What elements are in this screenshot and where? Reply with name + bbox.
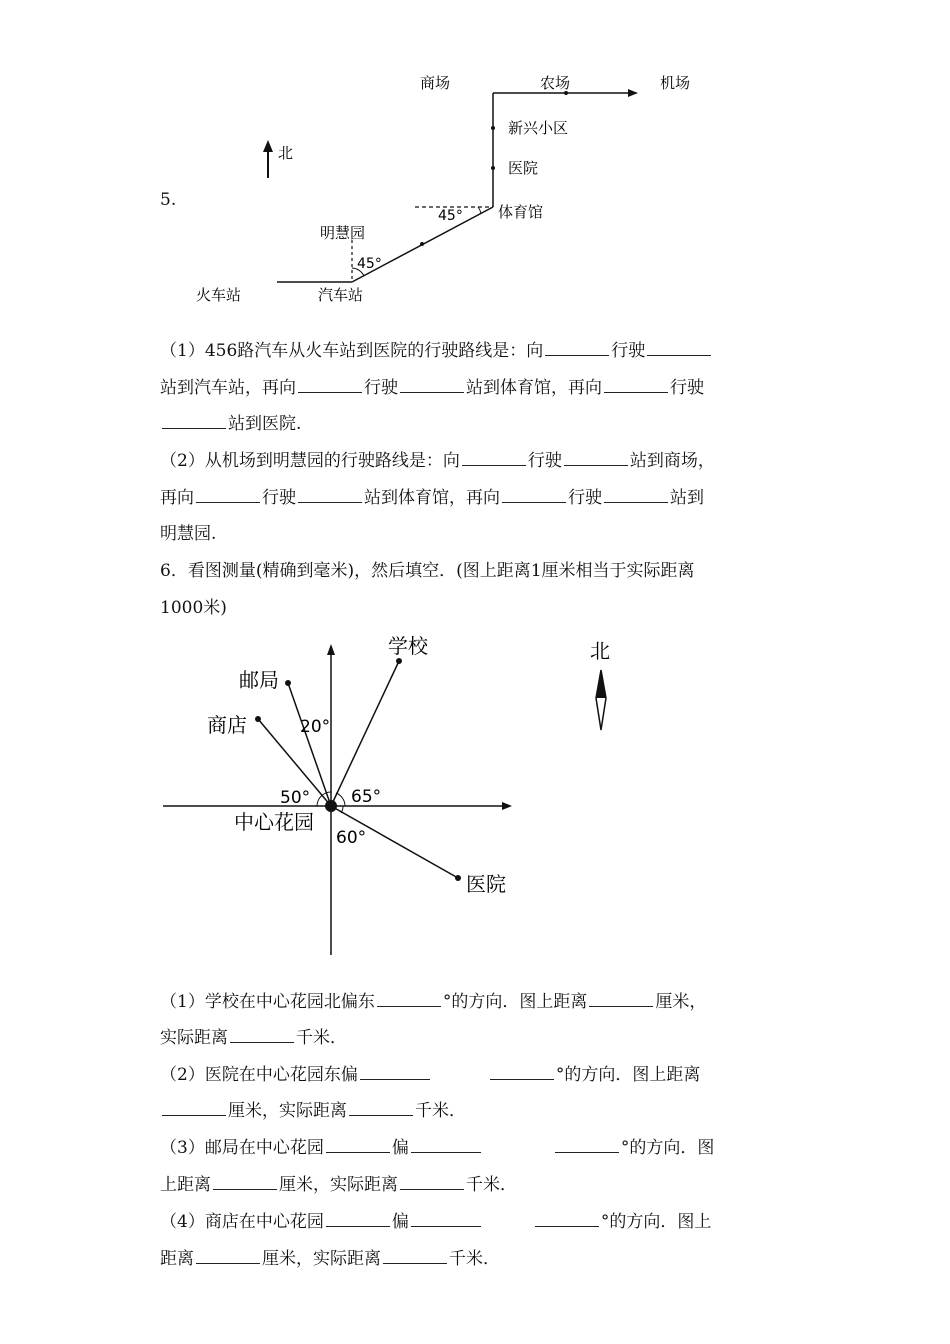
- q5-2-text-h: 站到: [670, 488, 704, 508]
- airport-arrow-icon: [628, 89, 638, 97]
- q5-1-line3: [160, 409, 301, 434]
- q6-4-text-c: °的方向．图上: [600, 1212, 712, 1232]
- blank[interactable]: [411, 1138, 481, 1153]
- label-bus: 汽车站: [318, 286, 364, 304]
- blank[interactable]: [326, 1138, 390, 1153]
- q6-1-text-b: °的方向．图上距离: [442, 992, 588, 1012]
- route-map: [0, 0, 950, 320]
- q5-2-text-c: 站到商场，: [629, 451, 715, 471]
- q6-2-text-a: （2）医院在中心花园东偏: [160, 1065, 358, 1085]
- angle-label-50: 50°: [280, 788, 311, 808]
- q5-1-text-f: 行驶: [670, 378, 704, 398]
- q6-4-line1: [160, 1207, 711, 1232]
- q6-1-text-a: （1）学校在中心花园北偏东: [160, 992, 375, 1012]
- blank[interactable]: [604, 488, 668, 503]
- blank[interactable]: [162, 414, 226, 429]
- blank[interactable]: [647, 341, 711, 356]
- q5-2-text-b: 行驶: [527, 451, 562, 471]
- blank[interactable]: [535, 1212, 599, 1227]
- q5-1-line2: [160, 373, 704, 398]
- q5-2-text-f: 站到体育馆，再向: [364, 488, 500, 508]
- north-arrow-icon: [263, 140, 273, 152]
- blank[interactable]: [589, 992, 653, 1007]
- q6-1-text-e: 千米．: [296, 1028, 347, 1048]
- blank[interactable]: [564, 451, 628, 466]
- label-shop: 商店: [207, 713, 247, 737]
- q5-2-line2: [160, 483, 704, 508]
- arc-65: [336, 793, 345, 806]
- label-hospital-6: 医院: [466, 872, 506, 896]
- center-dot: [325, 800, 337, 812]
- blank[interactable]: [213, 1175, 277, 1190]
- q6-2-text-b: °的方向．图上距离: [555, 1065, 701, 1085]
- label-hospital: 医院: [508, 159, 539, 177]
- question-5-number: 5.: [160, 190, 177, 210]
- east-arrow-icon: [502, 802, 512, 810]
- label-mall: 商场: [420, 74, 451, 92]
- blank[interactable]: [555, 1138, 619, 1153]
- blank[interactable]: [326, 1212, 390, 1227]
- route-mid-dot: [420, 242, 424, 246]
- q6-4-line2: [160, 1244, 500, 1269]
- q6-3-text-f: 千米．: [466, 1175, 517, 1195]
- q5-2-text-d: 再向: [160, 488, 194, 508]
- dot-post: [285, 680, 291, 686]
- q6-4-text-e: 厘米，实际距离: [262, 1249, 381, 1269]
- blank[interactable]: [298, 488, 362, 503]
- q6-3-text-d: 上距离: [160, 1175, 211, 1195]
- label-farm: 农场: [540, 74, 571, 92]
- angle-label-bottom: 45°: [357, 256, 382, 272]
- xinxing-dot: [491, 126, 495, 130]
- ray-school: [331, 661, 399, 806]
- q6-3-text-e: 厘米，实际距离: [279, 1175, 398, 1195]
- label-airport: 机场: [660, 74, 691, 92]
- q5-1-text-d: 行驶: [364, 378, 398, 398]
- q5-1-text-b: 行驶: [611, 341, 646, 361]
- label-gym: 体育馆: [498, 203, 544, 221]
- direction-diagram: [0, 620, 950, 965]
- label-minghui: 明慧园: [320, 224, 366, 242]
- label-post: 邮局: [239, 668, 279, 692]
- q6-2-line2: [160, 1096, 466, 1121]
- blank[interactable]: [400, 378, 464, 393]
- q6-2-text-d: 千米．: [415, 1101, 466, 1121]
- blank[interactable]: [360, 1065, 430, 1080]
- angle-arc-top: [478, 207, 481, 214]
- q5-2-text-g: 行驶: [568, 488, 602, 508]
- dot-shop: [255, 716, 261, 722]
- q6-title-line2: 1000米): [160, 598, 227, 618]
- q6-4-text-d: 距离: [160, 1249, 194, 1269]
- q5-2-text-a: （2）从机场到明慧园的行驶路线是：向: [160, 451, 460, 471]
- q5-1-line1: [160, 336, 713, 361]
- label-center: 中心花园: [234, 810, 314, 834]
- blank[interactable]: [162, 1101, 226, 1116]
- angle-label-20: 20°: [300, 717, 331, 737]
- q6-2-line1: [160, 1060, 700, 1085]
- north-label-5: 北: [278, 144, 294, 162]
- blank[interactable]: [298, 378, 362, 393]
- blank[interactable]: [604, 378, 668, 393]
- blank[interactable]: [400, 1175, 464, 1190]
- q5-1-text-c: 站到汽车站，再向: [160, 378, 296, 398]
- q6-1-text-c: 厘米，: [655, 992, 707, 1012]
- q6-1-line1: [160, 987, 706, 1012]
- blank[interactable]: [196, 1249, 260, 1264]
- blank[interactable]: [490, 1065, 554, 1080]
- label-north-6: 北: [590, 639, 610, 663]
- blank[interactable]: [411, 1212, 481, 1227]
- q5-1-text-e: 站到体育馆，再向: [466, 378, 602, 398]
- blank[interactable]: [383, 1249, 447, 1264]
- q6-4-text-f: 千米．: [449, 1249, 500, 1269]
- label-train: 火车站: [196, 286, 242, 304]
- q5-1-text-g: 站到医院.: [228, 414, 302, 434]
- dot-hospital: [455, 875, 461, 881]
- angle-label-60: 60°: [336, 828, 367, 848]
- north-axis-arrow-icon: [327, 644, 335, 655]
- blank[interactable]: [502, 488, 566, 503]
- blank[interactable]: [230, 1028, 294, 1043]
- dot-school: [396, 658, 402, 664]
- q6-3-text-b: 偏: [391, 1138, 409, 1158]
- q5-2-line3: 明慧园.: [160, 524, 217, 544]
- q6-4-text-a: （4）商店在中心花园: [160, 1212, 324, 1232]
- blank[interactable]: [462, 451, 526, 466]
- q6-title-line1: 6．看图测量(精确到毫米)，然后填空．(图上距离1厘米相当于实际距离: [160, 561, 695, 581]
- blank[interactable]: [377, 992, 441, 1007]
- q6-3-line1: [160, 1133, 714, 1158]
- q6-2-text-c: 厘米，实际距离: [228, 1101, 347, 1121]
- q6-4-text-b: 偏: [391, 1212, 409, 1232]
- blank[interactable]: [349, 1101, 413, 1116]
- angle-label-65: 65°: [351, 787, 382, 807]
- blank[interactable]: [196, 488, 260, 503]
- compass-north-fill: [596, 670, 606, 698]
- q6-3-text-a: （3）邮局在中心花园: [160, 1138, 324, 1158]
- q6-3-text-c: °的方向．图: [620, 1138, 715, 1158]
- q5-2-text-e: 行驶: [262, 488, 296, 508]
- q6-1-text-d: 实际距离: [160, 1028, 228, 1048]
- q5-1-text-a: （1）456路汽车从火车站到医院的行驶路线是：向: [160, 341, 544, 361]
- q5-2-line1: [160, 446, 715, 471]
- q6-3-line2: [160, 1170, 517, 1195]
- hospital-dot: [491, 166, 495, 170]
- q6-1-line2: [160, 1023, 347, 1048]
- blank[interactable]: [545, 341, 609, 356]
- label-xinxing: 新兴小区: [508, 119, 569, 137]
- label-school: 学校: [388, 634, 428, 658]
- angle-label-top: 45°: [438, 208, 463, 224]
